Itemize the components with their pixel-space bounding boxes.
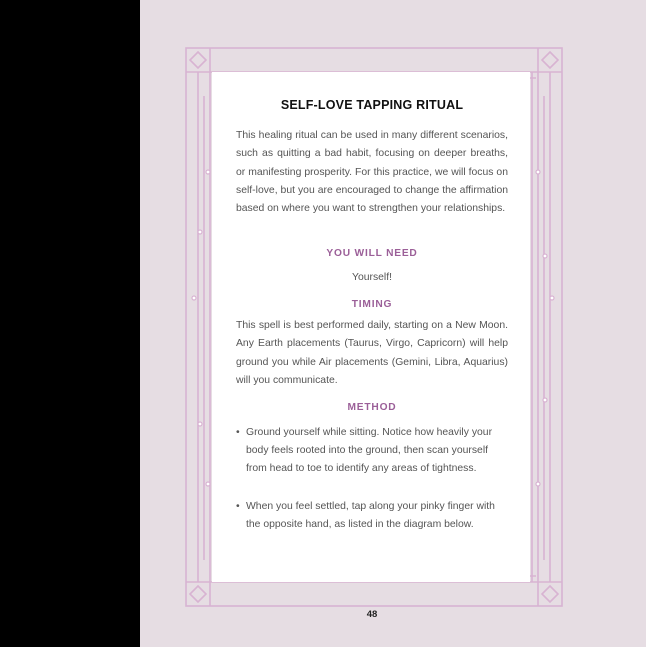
method-step xyxy=(236,498,496,534)
timing-paragraph: This spell is best performed daily, starting on a New Moon. Any Earth placements (Taurus, Virgo, Capricorn) will help ground you while Air placements (Gemini, Libra, Aquarius) will you communicate. xyxy=(236,320,508,386)
heading-you-will-need: YOU WILL NEED xyxy=(326,248,418,259)
method-step-text: Ground yourself while sitting. Notice how heavily your body feels rooted into the ground, then scan yourself from head to toe to identify any areas of tightness. xyxy=(246,427,493,474)
heading-timing: TIMING xyxy=(351,299,393,310)
page-number: 48 xyxy=(366,609,378,620)
page-title: SELF-LOVE TAPPING RITUAL xyxy=(280,98,464,112)
heading-method: METHOD xyxy=(347,402,397,413)
need-item: Yourself! xyxy=(351,272,393,283)
bullet-icon: • xyxy=(236,501,240,512)
method-step-text: When you feel settled, tap along your pinky finger with the opposite hand, as listed in the diagram below. xyxy=(246,501,495,530)
method-step xyxy=(236,424,496,477)
intro-paragraph: This healing ritual can be used in many different scenarios, such as quitting a bad habit, focusing on deeper breaths, or manifesting prosperity. For this practice, we will focus on self-love, but you are encouraged to change the affirmation based on where you want to strengthen your relationships. xyxy=(236,130,508,215)
bullet-icon: • xyxy=(236,427,240,438)
